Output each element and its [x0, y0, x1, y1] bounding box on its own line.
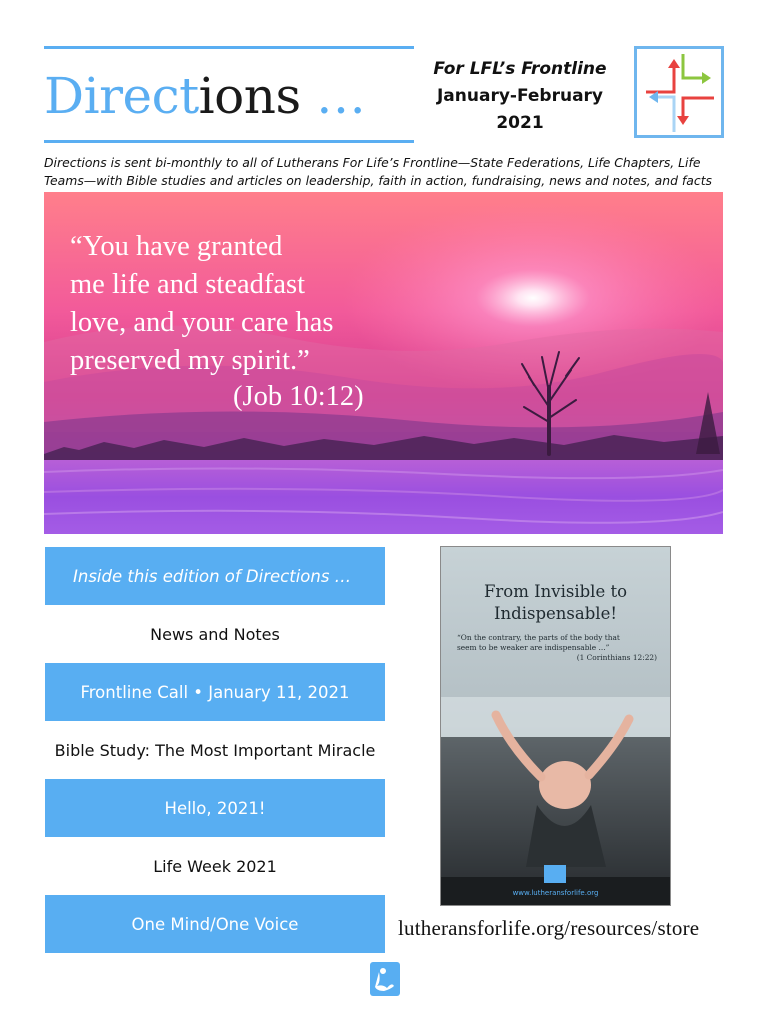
- contents-item-hello-2021[interactable]: Hello, 2021!: [45, 779, 385, 837]
- hero-quote-line: “You have granted: [70, 231, 283, 262]
- edition-info: [430, 56, 610, 137]
- masthead-part-3: …: [300, 67, 366, 125]
- contents-item-frontline-call[interactable]: Frontline Call • January 11, 2021: [45, 663, 385, 721]
- booklet-verse-line: seem to be weaker are indispensable ...”: [457, 643, 610, 652]
- contents-item-one-mind[interactable]: One Mind/One Voice: [45, 895, 385, 953]
- masthead-part-1: Direct: [44, 67, 199, 125]
- hero-quote: [70, 228, 430, 380]
- edition-year: 2021: [496, 113, 544, 133]
- hero-quote-reference: (Job 10:12): [233, 381, 364, 412]
- hero-quote-line: love, and your care has: [70, 307, 334, 338]
- edition-audience: For LFL’s Frontline: [433, 59, 607, 79]
- contents-heading: Inside this edition of Directions …: [45, 547, 385, 605]
- booklet-url: www.lutheransforlife.org: [512, 889, 599, 897]
- intro-paragraph: Directions is sent bi-monthly to all of Lutherans For Life’s Frontline—State Federations, Life Chapters, Life Teams—with Bible studies and articles on leadership, faith in action, fundraising, news and notes, and facts: [44, 155, 713, 188]
- masthead-part-2: ions: [198, 67, 301, 125]
- contents-item-life-week[interactable]: Life Week 2021: [153, 857, 277, 876]
- booklet-logo-icon: [544, 865, 566, 883]
- masthead-title: [44, 66, 366, 126]
- store-link[interactable]: lutheransforlife.org/resources/store: [398, 916, 700, 940]
- hero-quote-line: preserved my spirit.”: [70, 345, 310, 376]
- booklet-title-line: From Invisible to: [483, 582, 628, 601]
- edition-months: January-February: [436, 86, 604, 106]
- header-rule-top: [44, 46, 414, 49]
- booklet-verse-reference: (1 Corinthians 12:22): [576, 653, 657, 662]
- contents-item-bible-study[interactable]: Bible Study: The Most Important Miracle: [54, 741, 376, 760]
- hero-quote-line: me life and steadfast: [70, 269, 306, 300]
- four-arrows-logo-icon: [634, 46, 724, 138]
- booklet-cover[interactable]: [440, 546, 671, 906]
- contents-item-news[interactable]: News and Notes: [150, 625, 280, 644]
- booklet-title-line: Indispensable!: [494, 604, 617, 623]
- lutherans-for-life-logo-icon: [370, 962, 400, 996]
- booklet-verse-line: “On the contrary, the parts of the body that: [457, 633, 620, 642]
- header-rule-bottom: [44, 140, 414, 143]
